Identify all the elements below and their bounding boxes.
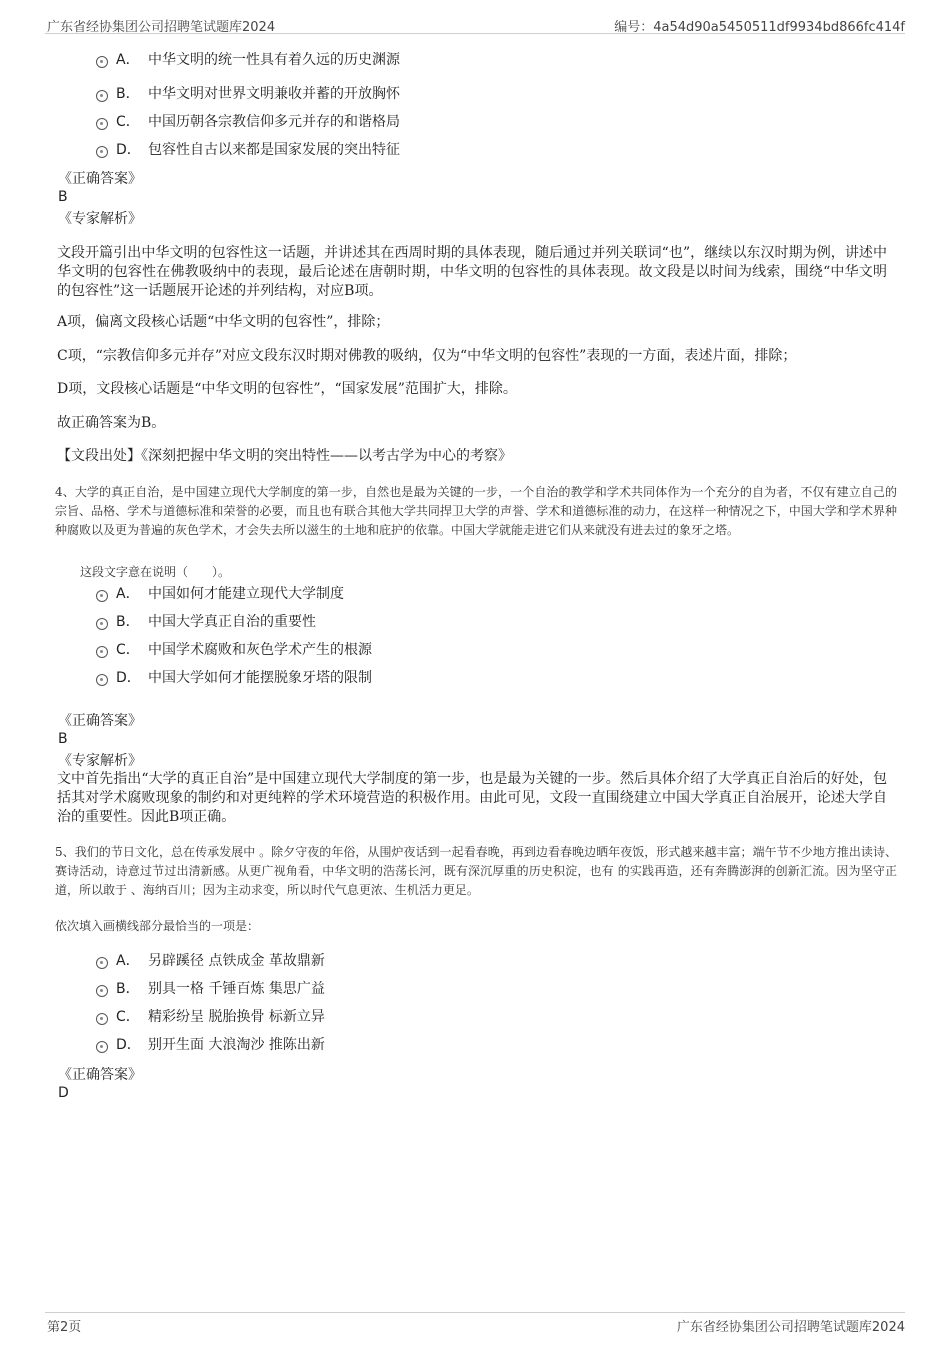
option-letter: C．: [116, 1009, 140, 1025]
option-letter: B．: [116, 981, 140, 997]
radio-icon[interactable]: [96, 618, 108, 630]
option-letter: A．: [116, 52, 140, 68]
option-text: 中国大学如何才能摆脱象牙塔的限制: [148, 670, 372, 686]
radio-icon[interactable]: [96, 90, 108, 102]
radio-icon[interactable]: [96, 146, 108, 158]
page-footer: [45, 1312, 905, 1334]
option-text: 另辟蹊径 点铁成金 革故鼎新: [148, 953, 325, 969]
radio-icon[interactable]: [96, 1041, 108, 1053]
q5-prompt: 依次填入画横线部分最恰当的一项是：: [55, 919, 260, 933]
q4-analysis-text: 文中首先指出“大学的真正自治”是中国建立现代大学制度的第一步，也是最为关键的一步。然后具体介绍了大学真正自治后的好处，包括其对学术腐败现象的制约和对更纯粹的学术环境营造的积极作用。由此可见，文段一直围绕建立中国大学真正自治展开，论述大学自治的重要性。因此B项正确。: [57, 771, 887, 825]
option-letter: B．: [116, 86, 140, 102]
page-number: 第2页: [47, 1320, 82, 1335]
q4-prompt: 这段文字意在说明（ ）。: [80, 565, 231, 579]
q5-answer: D: [58, 1085, 69, 1101]
header-title: 广东省经协集团公司招聘笔试题库2024: [47, 20, 276, 35]
option-text: 包容性自古以来都是国家发展的突出特征: [148, 142, 400, 158]
q3-analysis-conclusion: 故正确答案为B。: [57, 415, 166, 431]
option-letter: D．: [116, 142, 141, 158]
option-letter: C．: [116, 642, 140, 658]
radio-icon[interactable]: [96, 118, 108, 130]
q5-stem: 5、我们的节日文化，总在传承发展中 。除夕守夜的年俗，从围炉夜话到一起看春晚，再到边看春晚边晒年夜饭，形式越来越丰富；端午节不少地方推出读诗、赛诗活动，诗意过节过出清新感。从更广视角看，中华文明的浩荡长河，既有深沉厚重的历史积淀，也有 的实践再造，还有奔腾澎湃的创新汇流。因为坚守正道，所以敢于 、海纳百川；因为主动求变，所以时代气息更浓、生机活力更足。: [55, 845, 897, 897]
option-text: 精彩纷呈 脱胎换骨 标新立异: [148, 1009, 325, 1025]
page-header: [45, 14, 905, 34]
option-text: 别开生面 大浪淘沙 推陈出新: [148, 1037, 325, 1053]
q3-answer-label: 《正确答案》: [58, 171, 142, 187]
q4-stem: 4、大学的真正自治，是中国建立现代大学制度的第一步，自然也是最为关键的一步，一个自治的教学和学术共同体作为一个充分的自为者，不仅有建立自己的宗旨、品格、学术与道德标准和荣誉的必要，而且也有联合其他大学共同捍卫大学的声誉、学术和道德标准的动力，在这样一种情况之下，中国大学和学术界种种腐败以及更为普遍的灰色学术，才会失去所以滋生的土地和庇护的依靠。中国大学就能走进它们从来就没有进去过的象牙之塔。: [55, 485, 897, 537]
option-text: 中国大学真正自治的重要性: [148, 614, 316, 630]
q3-answer: B: [58, 189, 68, 205]
option-letter: A．: [116, 586, 140, 602]
option-text: 中国历朝各宗教信仰多元并存的和谐格局: [148, 114, 400, 130]
q3-analysis-c: C项，“宗教信仰多元并存”对应文段东汉时期对佛教的吸纳，仅为“中华文明的包容性”表现的一方面，表述片面，排除；: [57, 348, 797, 364]
radio-icon[interactable]: [96, 646, 108, 658]
option-letter: D．: [116, 1037, 141, 1053]
radio-icon[interactable]: [96, 56, 108, 68]
option-text: 中华文明的统一性具有着久远的历史渊源: [148, 52, 400, 68]
option-letter: B．: [116, 614, 140, 630]
option-text: 中国如何才能建立现代大学制度: [148, 586, 344, 602]
option-letter: A．: [116, 953, 140, 969]
q3-source: 【文段出处】《深刻把握中华文明的突出特性——以考古学为中心的考察》: [57, 448, 512, 464]
q3-analysis-label: 《专家解析》: [58, 211, 142, 227]
q4-answer-label: 《正确答案》: [58, 713, 142, 729]
q4-analysis-label: 《专家解析》: [58, 753, 142, 769]
q3-analysis-text: 文段开篇引出中华文明的包容性这一话题，并讲述其在西周时期的具体表现，随后通过并列关联词“也”，继续以东汉时期为例，讲述中华文明的包容性在佛教吸纳中的表现，最后论述在唐朝时期，中华文明的包容性的具体表现。故文段是以时间为线索，围绕“中华文明的包容性”这一话题展开论述的并列结构，对应B项。: [57, 245, 887, 299]
radio-icon[interactable]: [96, 957, 108, 969]
radio-icon[interactable]: [96, 590, 108, 602]
q3-analysis-a: A项，偏离文段核心话题“中华文明的包容性”，排除；: [57, 314, 390, 330]
header-serial: 编号：4a54d90a5450511df9934bd866fc414f: [614, 20, 905, 35]
radio-icon[interactable]: [96, 985, 108, 997]
option-text: 中华文明对世界文明兼收并蓄的开放胸怀: [148, 86, 400, 102]
footer-title: 广东省经协集团公司招聘笔试题库2024: [676, 1320, 905, 1335]
option-letter: C．: [116, 114, 140, 130]
q5-answer-label: 《正确答案》: [58, 1067, 142, 1083]
option-text: 中国学术腐败和灰色学术产生的根源: [148, 642, 372, 658]
option-letter: D．: [116, 670, 141, 686]
option-text: 别具一格 千锤百炼 集思广益: [148, 981, 325, 997]
q4-answer: B: [58, 731, 68, 747]
radio-icon[interactable]: [96, 1013, 108, 1025]
q3-analysis-d: D项，文段核心话题是“中华文明的包容性”，“国家发展”范围扩大，排除。: [57, 381, 517, 397]
radio-icon[interactable]: [96, 674, 108, 686]
